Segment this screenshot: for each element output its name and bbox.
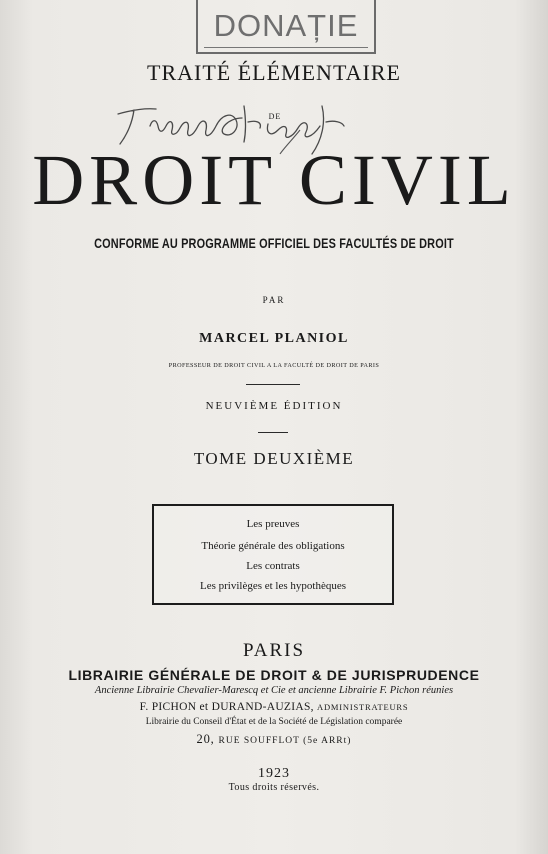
publisher-city: PARIS (242, 640, 306, 661)
directors-names: F. PICHON et DURAND-AUZIAS, (139, 701, 314, 713)
contents-item: Les contrats (246, 560, 300, 572)
stamp-text: DONAȚIE (213, 8, 359, 43)
directors-role: ADMINISTRATEURS (317, 702, 409, 712)
de-label: DE (268, 112, 282, 121)
divider (258, 432, 288, 433)
par-label: PAR (262, 295, 286, 305)
contents-item: Les preuves (246, 518, 300, 530)
publisher-directors (0, 701, 548, 713)
publisher-name: LIBRAIRIE GÉNÉRALE DE DROIT & DE JURISPRUDENCE (68, 667, 480, 683)
contents-box (152, 504, 394, 605)
contents-item: Théorie générale des obligations (201, 540, 345, 552)
publisher-former: Ancienne Librairie Chevalier-Marescq et Cie et ancienne Librairie F. Pichon réunies (94, 685, 454, 696)
divider (246, 384, 300, 385)
address-number: 20, (196, 732, 215, 746)
publisher-council: Librairie du Conseil d'État et de la Société de Législation comparée (145, 717, 403, 727)
volume: TOME DEUXIÈME (193, 449, 355, 468)
treatise-heading: TRAITÉ ÉLÉMENTAIRE (147, 60, 401, 85)
address-street: RUE SOUFFLOT (5e ARRt) (218, 736, 352, 746)
main-title: DROIT CIVIL (32, 140, 516, 220)
contents-item: Les privilèges et les hypothèques (199, 580, 347, 592)
subtitle: CONFORME AU PROGRAMME OFFICIEL DES FACULTÉS DE DROIT (94, 235, 454, 251)
rights-notice: Tous droits réservés. (228, 782, 320, 793)
publisher-address (0, 732, 548, 747)
author-name: MARCEL PLANIOL (199, 331, 349, 346)
author-title: PROFESSEUR DE DROIT CIVIL A LA FACULTÉ DE DROIT DE PARIS (168, 362, 380, 369)
publication-year: 1923 (258, 766, 290, 781)
edition: NEUVIÈME ÉDITION (205, 400, 343, 412)
donation-stamp (196, 0, 376, 54)
